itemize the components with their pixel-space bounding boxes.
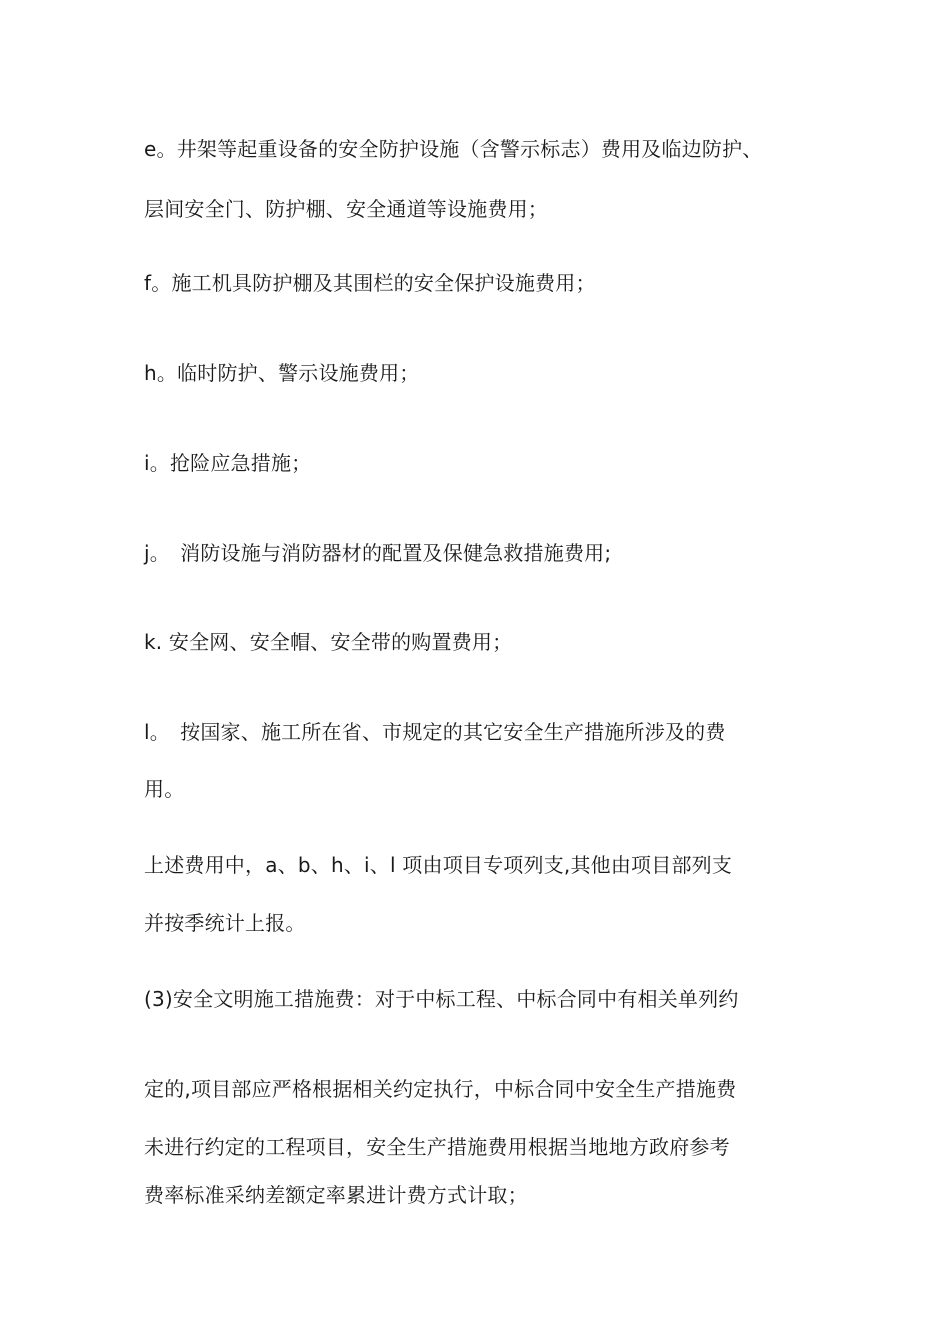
text-line: k. 安全网、安全帽、安全带的购置费用； <box>144 630 513 654</box>
text-line: 并按季统计上报。 <box>144 911 306 935</box>
text-line: 上述费用中，a、b、h、i、l 项由项目专项列支,其他由项目部列支 <box>144 853 733 877</box>
text-line: (3)安全文明施工措施费：对于中标工程、中标合同中有相关单列约 <box>144 987 739 1011</box>
text-line: 费率标准采纳差额定率累进计费方式计取； <box>144 1183 528 1207</box>
text-line: 定的,项目部应严格根据相关约定执行，中标合同中安全生产措施费 <box>144 1077 737 1101</box>
text-line: 层间安全门、防护棚、安全通道等设施费用； <box>144 197 548 221</box>
text-line: e。井架等起重设备的安全防护设施（含警示标志）费用及临边防护、 <box>144 137 763 161</box>
text-line: f。施工机具防护棚及其围栏的安全保护设施费用； <box>144 271 596 295</box>
text-line: 用。 <box>144 777 185 801</box>
text-line: i。抢险应急措施； <box>144 451 312 475</box>
text-line: j。 消防设施与消防器材的配置及保健急救措施费用; <box>144 541 612 565</box>
text-line: 未进行约定的工程项目，安全生产措施费用根据当地地方政府参考 <box>144 1135 730 1159</box>
text-line: h。临时防护、警示设施费用； <box>144 361 420 385</box>
text-line: l。 按国家、施工所在省、市规定的其它安全生产措施所涉及的费 <box>144 720 726 744</box>
